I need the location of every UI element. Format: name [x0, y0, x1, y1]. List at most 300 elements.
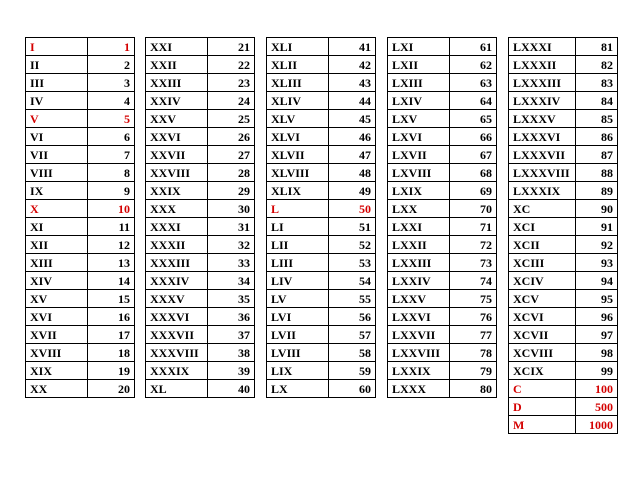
- table-row: [267, 164, 376, 182]
- arabic-number-cell: 96: [576, 308, 618, 326]
- arabic-number-cell: 43: [329, 74, 376, 92]
- table-row: [267, 110, 376, 128]
- table-row: [509, 74, 618, 92]
- roman-numeral-cell: XIII: [26, 254, 88, 272]
- arabic-number-cell: 68: [450, 164, 497, 182]
- arabic-number-cell: 88: [576, 164, 618, 182]
- roman-numeral-cell: LI: [267, 218, 329, 236]
- arabic-number-cell: 1: [88, 38, 135, 56]
- table-row: [267, 56, 376, 74]
- roman-numeral-cell: LIII: [267, 254, 329, 272]
- table-row: [388, 164, 497, 182]
- arabic-number-cell: 31: [208, 218, 255, 236]
- table-row: [26, 362, 135, 380]
- roman-numeral-cell: LXXIV: [388, 272, 450, 290]
- arabic-number-cell: 63: [450, 74, 497, 92]
- roman-numeral-cell: LXXXV: [509, 110, 576, 128]
- table-row: [26, 218, 135, 236]
- table-row: [146, 272, 255, 290]
- roman-numeral-cell: LXVI: [388, 128, 450, 146]
- numeral-table-body: [26, 38, 135, 398]
- table-row: [146, 38, 255, 56]
- arabic-number-cell: 15: [88, 290, 135, 308]
- table-row: [146, 110, 255, 128]
- table-row: [146, 362, 255, 380]
- arabic-number-cell: 99: [576, 362, 618, 380]
- roman-numeral-cell: XXVII: [146, 146, 208, 164]
- arabic-number-cell: 49: [329, 182, 376, 200]
- table-row: [146, 290, 255, 308]
- numeral-table-21-40: [145, 37, 255, 398]
- table-row: [267, 254, 376, 272]
- arabic-number-cell: 54: [329, 272, 376, 290]
- roman-numeral-cell: LX: [267, 380, 329, 398]
- arabic-number-cell: 56: [329, 308, 376, 326]
- roman-numeral-cell: LVIII: [267, 344, 329, 362]
- arabic-number-cell: 95: [576, 290, 618, 308]
- roman-numeral-cell: LV: [267, 290, 329, 308]
- arabic-number-cell: 91: [576, 218, 618, 236]
- table-row: [509, 416, 618, 434]
- table-row: [146, 344, 255, 362]
- arabic-number-cell: 47: [329, 146, 376, 164]
- roman-numeral-cell: XCIII: [509, 254, 576, 272]
- table-row: [146, 218, 255, 236]
- roman-numeral-cell: XVIII: [26, 344, 88, 362]
- table-row: [509, 128, 618, 146]
- roman-numeral-cell: XII: [26, 236, 88, 254]
- arabic-number-cell: 34: [208, 272, 255, 290]
- arabic-number-cell: 13: [88, 254, 135, 272]
- arabic-number-cell: 40: [208, 380, 255, 398]
- arabic-number-cell: 51: [329, 218, 376, 236]
- arabic-number-cell: 18: [88, 344, 135, 362]
- roman-numeral-cell: XXI: [146, 38, 208, 56]
- arabic-number-cell: 46: [329, 128, 376, 146]
- arabic-number-cell: 84: [576, 92, 618, 110]
- roman-numeral-cell: XLVII: [267, 146, 329, 164]
- arabic-number-cell: 42: [329, 56, 376, 74]
- roman-numeral-cell: XXXII: [146, 236, 208, 254]
- table-row: [146, 380, 255, 398]
- arabic-number-cell: 72: [450, 236, 497, 254]
- table-row: [388, 56, 497, 74]
- roman-numeral-cell: LXII: [388, 56, 450, 74]
- numeral-table-body: [388, 38, 497, 398]
- table-row: [146, 92, 255, 110]
- roman-numeral-cell: LXXXVII: [509, 146, 576, 164]
- roman-numeral-cell: XXX: [146, 200, 208, 218]
- table-row: [26, 146, 135, 164]
- table-row: [388, 290, 497, 308]
- arabic-number-cell: 66: [450, 128, 497, 146]
- table-row: [267, 308, 376, 326]
- roman-numeral-cell: LXXXVI: [509, 128, 576, 146]
- table-row: [509, 218, 618, 236]
- arabic-number-cell: 22: [208, 56, 255, 74]
- arabic-number-cell: 67: [450, 146, 497, 164]
- numeral-table-body: [267, 38, 376, 398]
- roman-numeral-cell: XCI: [509, 218, 576, 236]
- table-row: [26, 38, 135, 56]
- roman-numeral-cell: IV: [26, 92, 88, 110]
- arabic-number-cell: 87: [576, 146, 618, 164]
- table-row: [388, 308, 497, 326]
- arabic-number-cell: 52: [329, 236, 376, 254]
- arabic-number-cell: 35: [208, 290, 255, 308]
- arabic-number-cell: 77: [450, 326, 497, 344]
- roman-numeral-cell: LXIX: [388, 182, 450, 200]
- table-row: [388, 218, 497, 236]
- table-row: [509, 92, 618, 110]
- roman-numeral-cell: LXXXIV: [509, 92, 576, 110]
- arabic-number-cell: 62: [450, 56, 497, 74]
- arabic-number-cell: 12: [88, 236, 135, 254]
- table-row: [509, 110, 618, 128]
- roman-numeral-cell: L: [267, 200, 329, 218]
- table-row: [267, 218, 376, 236]
- roman-numeral-cell: XXV: [146, 110, 208, 128]
- arabic-number-cell: 100: [576, 380, 618, 398]
- table-row: [388, 380, 497, 398]
- arabic-number-cell: 90: [576, 200, 618, 218]
- arabic-number-cell: 55: [329, 290, 376, 308]
- arabic-number-cell: 36: [208, 308, 255, 326]
- arabic-number-cell: 23: [208, 74, 255, 92]
- table-row: [267, 128, 376, 146]
- arabic-number-cell: 79: [450, 362, 497, 380]
- table-row: [26, 290, 135, 308]
- roman-numeral-cell: VI: [26, 128, 88, 146]
- numeral-table-body: [509, 38, 618, 434]
- arabic-number-cell: 5: [88, 110, 135, 128]
- roman-numeral-cell: D: [509, 398, 576, 416]
- arabic-number-cell: 89: [576, 182, 618, 200]
- table-row: [267, 326, 376, 344]
- table-row: [26, 182, 135, 200]
- table-row: [26, 344, 135, 362]
- arabic-number-cell: 38: [208, 344, 255, 362]
- numeral-table-61-80: [387, 37, 497, 398]
- arabic-number-cell: 16: [88, 308, 135, 326]
- roman-numeral-cell: XXII: [146, 56, 208, 74]
- arabic-number-cell: 45: [329, 110, 376, 128]
- roman-numeral-cell: XV: [26, 290, 88, 308]
- arabic-number-cell: 10: [88, 200, 135, 218]
- table-row: [509, 326, 618, 344]
- roman-numeral-cell: X: [26, 200, 88, 218]
- roman-numeral-cell: XIX: [26, 362, 88, 380]
- roman-numeral-cell: LXIV: [388, 92, 450, 110]
- arabic-number-cell: 83: [576, 74, 618, 92]
- arabic-number-cell: 69: [450, 182, 497, 200]
- table-row: [388, 344, 497, 362]
- roman-numeral-cell: XLIV: [267, 92, 329, 110]
- table-row: [26, 92, 135, 110]
- arabic-number-cell: 20: [88, 380, 135, 398]
- table-row: [509, 146, 618, 164]
- table-row: [146, 308, 255, 326]
- roman-numeral-cell: XXXV: [146, 290, 208, 308]
- table-row: [26, 110, 135, 128]
- roman-numeral-cell: LXV: [388, 110, 450, 128]
- arabic-number-cell: 85: [576, 110, 618, 128]
- roman-numeral-cell: LXX: [388, 200, 450, 218]
- table-row: [26, 128, 135, 146]
- table-row: [146, 236, 255, 254]
- arabic-number-cell: 26: [208, 128, 255, 146]
- roman-numeral-cell: LXXVII: [388, 326, 450, 344]
- arabic-number-cell: 33: [208, 254, 255, 272]
- arabic-number-cell: 11: [88, 218, 135, 236]
- arabic-number-cell: 19: [88, 362, 135, 380]
- arabic-number-cell: 75: [450, 290, 497, 308]
- table-row: [509, 182, 618, 200]
- arabic-number-cell: 41: [329, 38, 376, 56]
- roman-numeral-cell: XCVIII: [509, 344, 576, 362]
- roman-numeral-cell: M: [509, 416, 576, 434]
- roman-numeral-cell: XX: [26, 380, 88, 398]
- roman-numeral-cell: III: [26, 74, 88, 92]
- table-row: [146, 164, 255, 182]
- table-row: [388, 128, 497, 146]
- arabic-number-cell: 48: [329, 164, 376, 182]
- arabic-number-cell: 29: [208, 182, 255, 200]
- arabic-number-cell: 65: [450, 110, 497, 128]
- table-row: [388, 254, 497, 272]
- roman-numeral-cell: LXXIII: [388, 254, 450, 272]
- arabic-number-cell: 80: [450, 380, 497, 398]
- arabic-number-cell: 94: [576, 272, 618, 290]
- arabic-number-cell: 30: [208, 200, 255, 218]
- arabic-number-cell: 44: [329, 92, 376, 110]
- arabic-number-cell: 73: [450, 254, 497, 272]
- table-row: [267, 362, 376, 380]
- arabic-number-cell: 8: [88, 164, 135, 182]
- roman-numeral-cell: XLIX: [267, 182, 329, 200]
- table-row: [509, 398, 618, 416]
- table-row: [267, 38, 376, 56]
- arabic-number-cell: 70: [450, 200, 497, 218]
- arabic-number-cell: 17: [88, 326, 135, 344]
- arabic-number-cell: 21: [208, 38, 255, 56]
- roman-numeral-cell: XLII: [267, 56, 329, 74]
- roman-numeral-cell: C: [509, 380, 576, 398]
- table-row: [26, 254, 135, 272]
- table-row: [509, 56, 618, 74]
- roman-numeral-cell: LIV: [267, 272, 329, 290]
- table-row: [509, 164, 618, 182]
- arabic-number-cell: 59: [329, 362, 376, 380]
- roman-numeral-cell: XXXIX: [146, 362, 208, 380]
- roman-numeral-cell: XLIII: [267, 74, 329, 92]
- roman-numeral-cell: LXXXI: [509, 38, 576, 56]
- roman-numeral-cell: LXIII: [388, 74, 450, 92]
- roman-numeral-cell: LXXII: [388, 236, 450, 254]
- arabic-number-cell: 28: [208, 164, 255, 182]
- arabic-number-cell: 76: [450, 308, 497, 326]
- roman-numeral-cell: V: [26, 110, 88, 128]
- roman-numeral-cell: LXVIII: [388, 164, 450, 182]
- roman-numeral-cell: XXIV: [146, 92, 208, 110]
- arabic-number-cell: 81: [576, 38, 618, 56]
- roman-numeral-cell: XCVI: [509, 308, 576, 326]
- roman-numeral-cell: LVII: [267, 326, 329, 344]
- roman-numeral-cell: I: [26, 38, 88, 56]
- numeral-table-41-60: [266, 37, 376, 398]
- arabic-number-cell: 27: [208, 146, 255, 164]
- roman-numeral-cell: XCVII: [509, 326, 576, 344]
- arabic-number-cell: 97: [576, 326, 618, 344]
- table-row: [26, 236, 135, 254]
- roman-numeral-cell: XIV: [26, 272, 88, 290]
- table-row: [388, 236, 497, 254]
- table-row: [509, 254, 618, 272]
- table-row: [26, 200, 135, 218]
- arabic-number-cell: 58: [329, 344, 376, 362]
- arabic-number-cell: 37: [208, 326, 255, 344]
- table-row: [267, 92, 376, 110]
- arabic-number-cell: 9: [88, 182, 135, 200]
- roman-numeral-cell: LVI: [267, 308, 329, 326]
- roman-numeral-cell: LXXI: [388, 218, 450, 236]
- table-row: [267, 146, 376, 164]
- roman-numeral-cell: LXVII: [388, 146, 450, 164]
- arabic-number-cell: 1000: [576, 416, 618, 434]
- roman-numeral-cell: VII: [26, 146, 88, 164]
- roman-numeral-cell: LXXXIX: [509, 182, 576, 200]
- roman-numeral-cell: XXVIII: [146, 164, 208, 182]
- arabic-number-cell: 25: [208, 110, 255, 128]
- roman-numeral-cell: XXXI: [146, 218, 208, 236]
- roman-numeral-cell: XC: [509, 200, 576, 218]
- roman-numeral-cell: LIX: [267, 362, 329, 380]
- roman-numeral-cell: XCII: [509, 236, 576, 254]
- arabic-number-cell: 14: [88, 272, 135, 290]
- table-row: [388, 272, 497, 290]
- table-row: [26, 164, 135, 182]
- roman-numeral-cell: XXXVIII: [146, 344, 208, 362]
- arabic-number-cell: 4: [88, 92, 135, 110]
- roman-numeral-cell: XXXIII: [146, 254, 208, 272]
- roman-numeral-cell: VIII: [26, 164, 88, 182]
- roman-numeral-cell: LXXIX: [388, 362, 450, 380]
- roman-numeral-cell: LXI: [388, 38, 450, 56]
- roman-numeral-cell: LXXV: [388, 290, 450, 308]
- arabic-number-cell: 74: [450, 272, 497, 290]
- arabic-number-cell: 500: [576, 398, 618, 416]
- table-row: [26, 74, 135, 92]
- table-row: [146, 326, 255, 344]
- arabic-number-cell: 50: [329, 200, 376, 218]
- table-row: [26, 380, 135, 398]
- roman-numeral-cell: LXXXII: [509, 56, 576, 74]
- table-row: [146, 200, 255, 218]
- table-row: [146, 146, 255, 164]
- table-row: [388, 74, 497, 92]
- roman-numeral-cell: XXVI: [146, 128, 208, 146]
- roman-numeral-cell: XL: [146, 380, 208, 398]
- roman-numeral-cell: XI: [26, 218, 88, 236]
- arabic-number-cell: 32: [208, 236, 255, 254]
- roman-numeral-cell: LXXXIII: [509, 74, 576, 92]
- arabic-number-cell: 86: [576, 128, 618, 146]
- arabic-number-cell: 78: [450, 344, 497, 362]
- arabic-number-cell: 61: [450, 38, 497, 56]
- roman-numeral-cell: XVI: [26, 308, 88, 326]
- arabic-number-cell: 7: [88, 146, 135, 164]
- table-row: [509, 200, 618, 218]
- table-row: [509, 344, 618, 362]
- arabic-number-cell: 60: [329, 380, 376, 398]
- arabic-number-cell: 2: [88, 56, 135, 74]
- roman-numeral-cell: IX: [26, 182, 88, 200]
- arabic-number-cell: 98: [576, 344, 618, 362]
- arabic-number-cell: 64: [450, 92, 497, 110]
- table-row: [509, 272, 618, 290]
- numeral-table-81-1000: [508, 37, 618, 434]
- table-row: [146, 182, 255, 200]
- table-row: [26, 56, 135, 74]
- table-row: [388, 326, 497, 344]
- roman-numeral-cell: II: [26, 56, 88, 74]
- table-row: [509, 380, 618, 398]
- arabic-number-cell: 82: [576, 56, 618, 74]
- table-row: [267, 74, 376, 92]
- roman-numeral-cell: XVII: [26, 326, 88, 344]
- numeral-table-1-20: [25, 37, 135, 398]
- arabic-number-cell: 57: [329, 326, 376, 344]
- roman-numeral-cell: LXXVIII: [388, 344, 450, 362]
- roman-numeral-cell: XLV: [267, 110, 329, 128]
- table-row: [267, 290, 376, 308]
- roman-numeral-cell: XLVIII: [267, 164, 329, 182]
- arabic-number-cell: 6: [88, 128, 135, 146]
- roman-numeral-cell: LXXXVIII: [509, 164, 576, 182]
- arabic-number-cell: 3: [88, 74, 135, 92]
- table-row: [26, 326, 135, 344]
- arabic-number-cell: 92: [576, 236, 618, 254]
- roman-numeral-cell: XCIX: [509, 362, 576, 380]
- roman-numeral-cell: XCIV: [509, 272, 576, 290]
- table-row: [146, 56, 255, 74]
- roman-numeral-cell: XCV: [509, 290, 576, 308]
- table-row: [267, 380, 376, 398]
- table-row: [509, 362, 618, 380]
- table-row: [388, 92, 497, 110]
- table-row: [267, 236, 376, 254]
- arabic-number-cell: 71: [450, 218, 497, 236]
- roman-numeral-cell: XLVI: [267, 128, 329, 146]
- table-row: [388, 110, 497, 128]
- table-row: [267, 182, 376, 200]
- table-row: [26, 308, 135, 326]
- arabic-number-cell: 93: [576, 254, 618, 272]
- roman-numeral-cell: XXXVI: [146, 308, 208, 326]
- table-row: [509, 38, 618, 56]
- arabic-number-cell: 39: [208, 362, 255, 380]
- arabic-number-cell: 53: [329, 254, 376, 272]
- table-row: [509, 308, 618, 326]
- table-row: [267, 272, 376, 290]
- table-row: [388, 146, 497, 164]
- roman-numeral-cell: XXXVII: [146, 326, 208, 344]
- table-row: [388, 38, 497, 56]
- table-row: [388, 182, 497, 200]
- roman-numeral-cell: XLI: [267, 38, 329, 56]
- roman-numeral-cell: XXXIV: [146, 272, 208, 290]
- table-row: [26, 272, 135, 290]
